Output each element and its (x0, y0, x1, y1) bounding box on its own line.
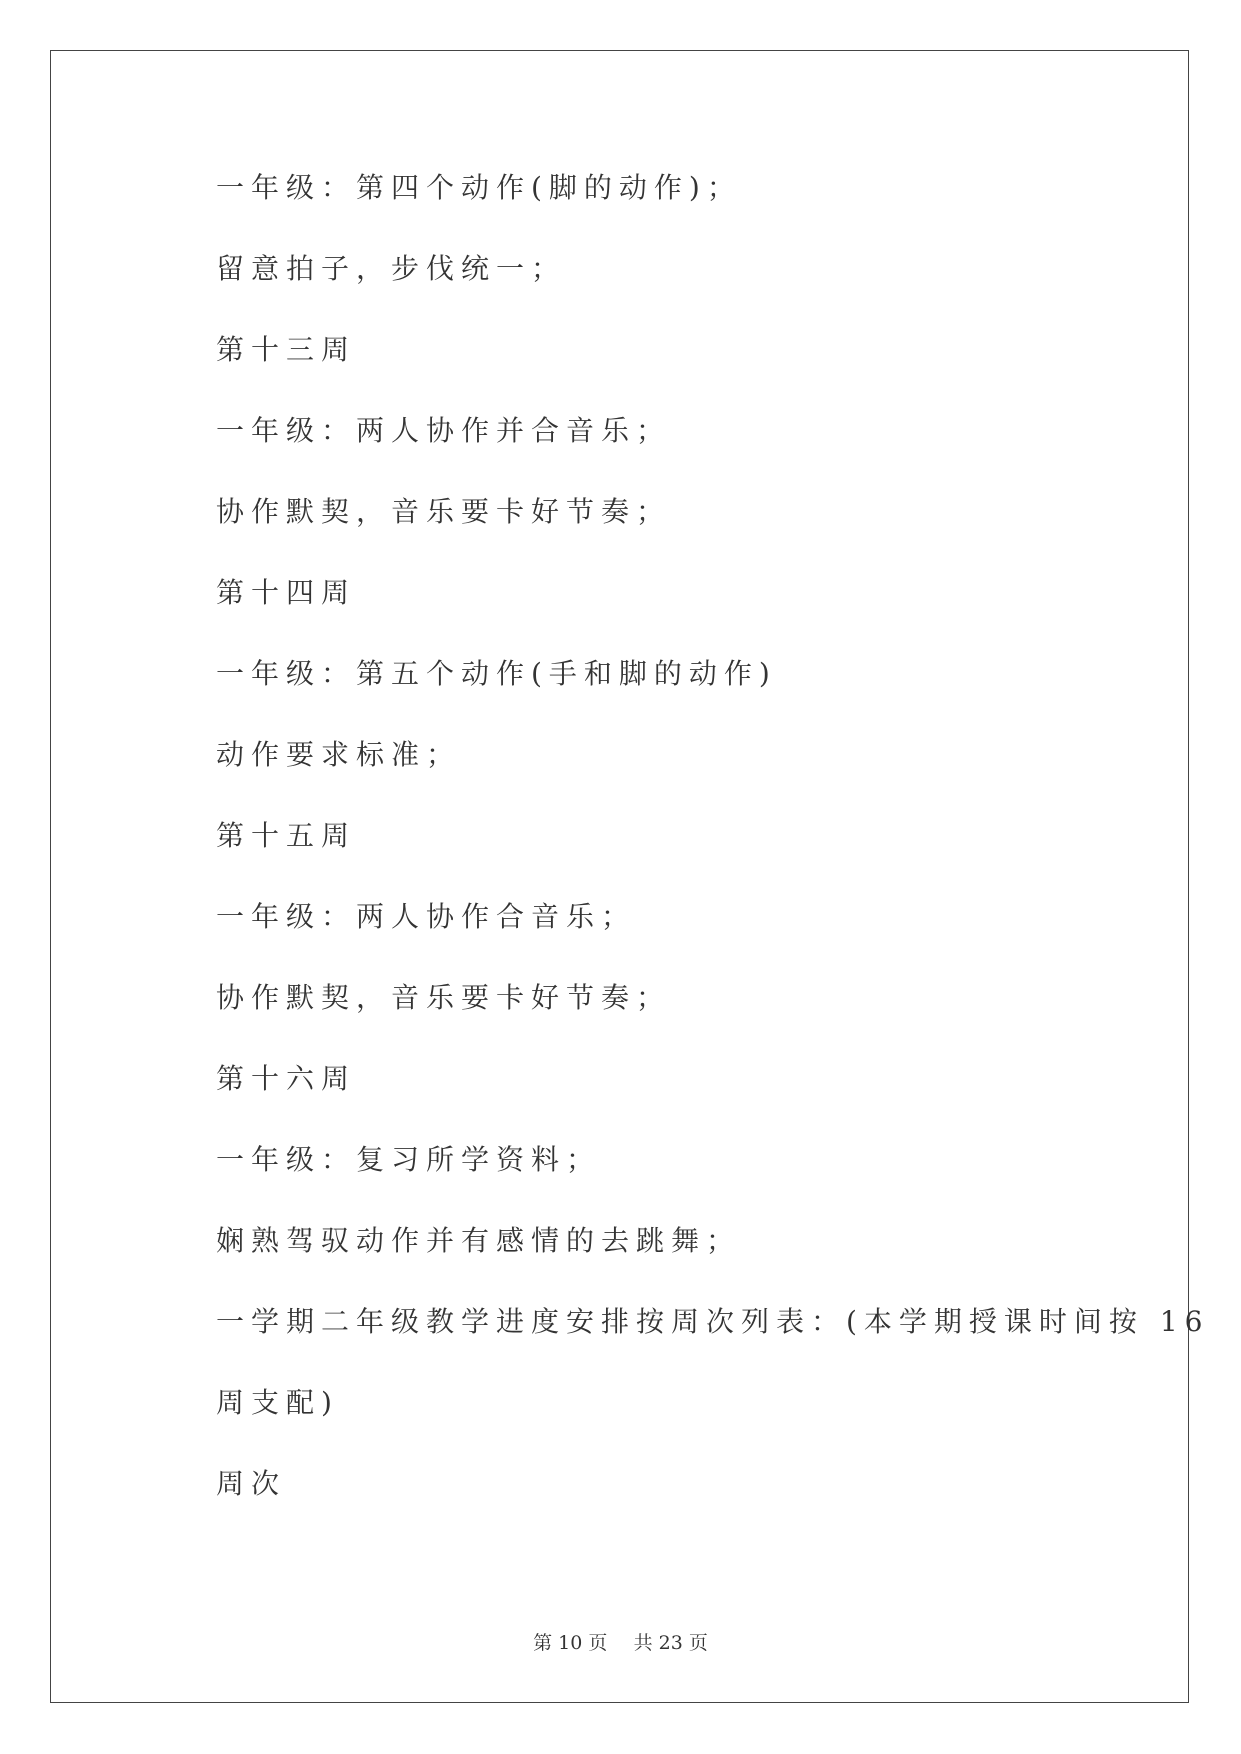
text-line: 动作要求标准； (216, 738, 462, 771)
text-line: 娴熟驾驭动作并有感情的去跳舞； (216, 1224, 742, 1257)
section-heading: 第十五周 (216, 819, 357, 852)
text-line: 协作默契，音乐要卡好节奏； (216, 981, 672, 1014)
text-line: 一年级：两人协作并合音乐； (216, 414, 672, 447)
section-heading: 第十四周 (216, 576, 357, 609)
text-line: 周次 (216, 1467, 287, 1500)
section-heading: 第十六周 (216, 1062, 357, 1095)
text-line: 留意拍子，步伐统一； (216, 252, 567, 285)
page-border (50, 50, 1189, 1703)
text-line: 协作默契，音乐要卡好节奏； (216, 495, 672, 528)
text-line: 一年级：第五个动作(手和脚的动作) (216, 657, 777, 690)
section-heading: 第十三周 (216, 333, 357, 366)
text-line: 一年级：两人协作合音乐； (216, 900, 637, 933)
page-footer (0, 1628, 1241, 1655)
text-line: 一学期二年级教学进度安排按周次列表：(本学期授课时间按 16 (216, 1305, 1210, 1338)
text-line: 一年级：复习所学资料； (216, 1143, 602, 1176)
page-total: 共 23 页 (633, 1632, 708, 1654)
text-line: 周支配) (216, 1386, 339, 1419)
page-number: 第 10 页 (533, 1632, 608, 1654)
text-line: 一年级：第四个动作(脚的动作)； (216, 171, 742, 204)
